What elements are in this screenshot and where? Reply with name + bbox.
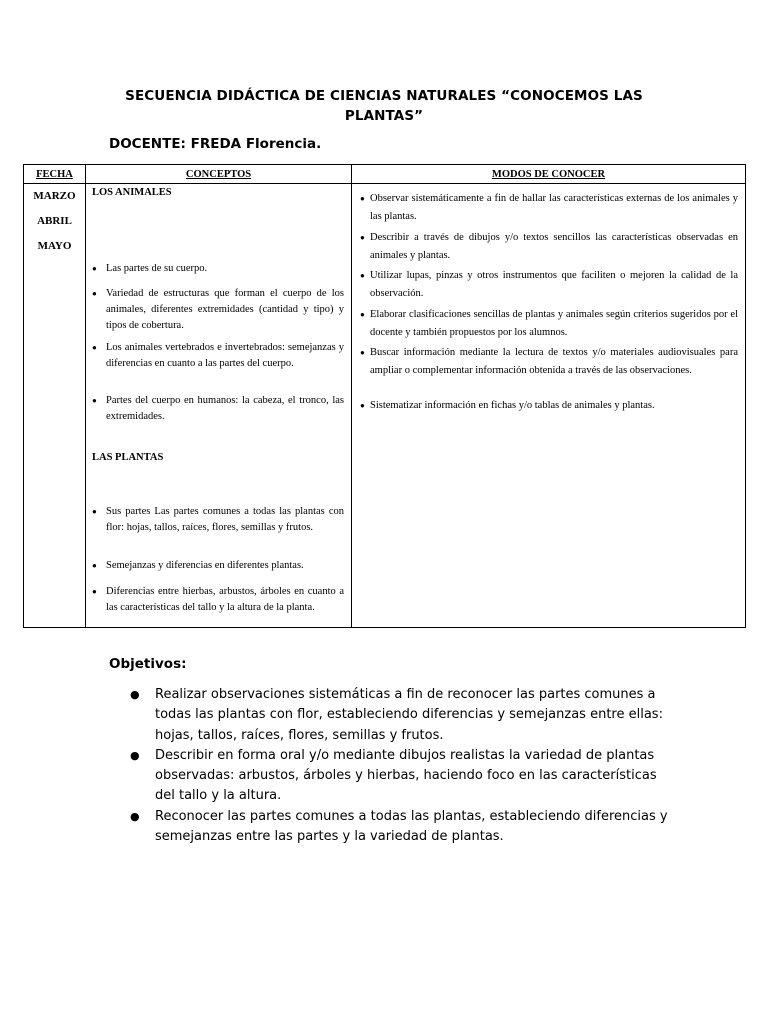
- bullet-icon: ●: [92, 561, 97, 570]
- month-mayo: MAYO: [37, 240, 72, 252]
- months-list: [24, 184, 85, 259]
- list-item: ● Observar sistemáticamente a fin de hallar las características externas de los animales y las plantas.: [360, 190, 738, 226]
- document-title: [100, 86, 668, 126]
- bullet-icon: ●: [360, 194, 365, 203]
- plantas-title: LAS PLANTAS: [92, 452, 164, 463]
- list-item: ● Las partes de su cuerpo.: [92, 261, 344, 277]
- header-fecha: FECHA: [24, 165, 86, 184]
- list-item: ● Los animales vertebrados e invertebrados: semejanzas y diferencias en cuanto a las partes del cuerpo.: [92, 342, 344, 369]
- list-item: ● Elaborar clasificaciones sencillas de plantas y animales según criterios sugeridos por el docente y también propuestos por los alumnos.: [360, 306, 738, 342]
- table-header-row: [24, 165, 746, 184]
- bullet-icon: ●: [92, 587, 97, 596]
- list-item: ● Realizar observaciones sistemáticas a fin de reconocer las partes comunes a todas las plantas con flor, estableciendo diferencias y semejanzas entre ellas: hojas, tallos, raíces, flores, semillas y frutos.: [130, 687, 663, 743]
- bullet-icon: ●: [130, 809, 140, 823]
- bullet-icon: ●: [92, 289, 97, 298]
- bullet-icon: ●: [360, 233, 365, 242]
- list-item: ● Semejanzas y diferencias en diferentes plantas.: [92, 558, 344, 574]
- list-item: ● Sistematizar información en fichas y/o tablas de animales y plantas.: [360, 397, 738, 415]
- title-line-2: PLANTAS”: [344, 108, 424, 124]
- month-abril: ABRIL: [37, 215, 72, 227]
- list-item: ● Describir en forma oral y/o mediante dibujos realistas la variedad de plantas observadas: arbustos, árboles y hierbas, haciendo foco en las características del tallo y la altura.: [130, 747, 657, 804]
- list-item: ● Utilizar lupas, pinzas y otros instrumentos que faciliten o mejoren la calidad de la observación.: [360, 267, 738, 303]
- animales-title: LOS ANIMALES: [92, 187, 172, 198]
- bullet-icon: ●: [360, 310, 365, 319]
- bullet-icon: ●: [92, 264, 97, 273]
- fecha-cell: [24, 184, 86, 628]
- list-item: ● Reconocer las partes comunes a todas las plantas, estableciendo diferencias y semejanzas entre las partes y la variedad de plantas.: [130, 808, 668, 845]
- secuencia-table: [23, 164, 746, 628]
- list-item: ● Buscar información mediante la lectura de textos y/o materiales audiovisuales para ampliar o complementar información obtenida a través de las observaciones.: [360, 344, 738, 380]
- list-item: ● Describir a través de dibujos y/o textos sencillos las características observadas en animales y plantas.: [360, 229, 738, 265]
- list-item: ● Sus partes Las partes comunes a todas las plantas con flor: hojas, tallos, raíces, flores, semillas y frutos.: [92, 506, 344, 533]
- bullet-icon: ●: [360, 271, 365, 280]
- modos-cell: [352, 184, 746, 628]
- header-modos: MODOS DE CONOCER: [352, 165, 746, 184]
- conceptos-cell: [86, 184, 352, 628]
- docente-line: DOCENTE: FREDA Florencia.: [109, 136, 322, 152]
- title-line-1: SECUENCIA DIDÁCTICA DE CIENCIAS NATURALES “CONOCEMOS LAS: [125, 88, 643, 104]
- bullet-icon: ●: [360, 348, 365, 357]
- bullet-icon: ●: [92, 396, 97, 405]
- bullet-icon: ●: [92, 507, 97, 516]
- bullet-icon: ●: [130, 688, 140, 701]
- list-item: ● Partes del cuerpo en humanos: la cabeza, el tronco, las extremidades.: [92, 395, 344, 422]
- table-body-row: [24, 184, 746, 628]
- bullet-icon: ●: [360, 401, 365, 410]
- list-item: ● Diferencias entre hierbas, arbustos, árboles en cuanto a las características del tallo y la altura de la planta.: [92, 586, 344, 613]
- list-item: ● Variedad de estructuras que forman el cuerpo de los animales, diferentes extremidades (cantidad y tipo) y tipos de cobertura.: [92, 288, 344, 331]
- bullet-icon: ●: [92, 343, 97, 352]
- month-marzo: MARZO: [33, 190, 76, 202]
- objetivos-heading: Objetivos:: [109, 656, 187, 672]
- objetivos-list: [130, 685, 670, 847]
- header-conceptos: CONCEPTOS: [86, 165, 352, 184]
- bullet-icon: ●: [130, 748, 140, 762]
